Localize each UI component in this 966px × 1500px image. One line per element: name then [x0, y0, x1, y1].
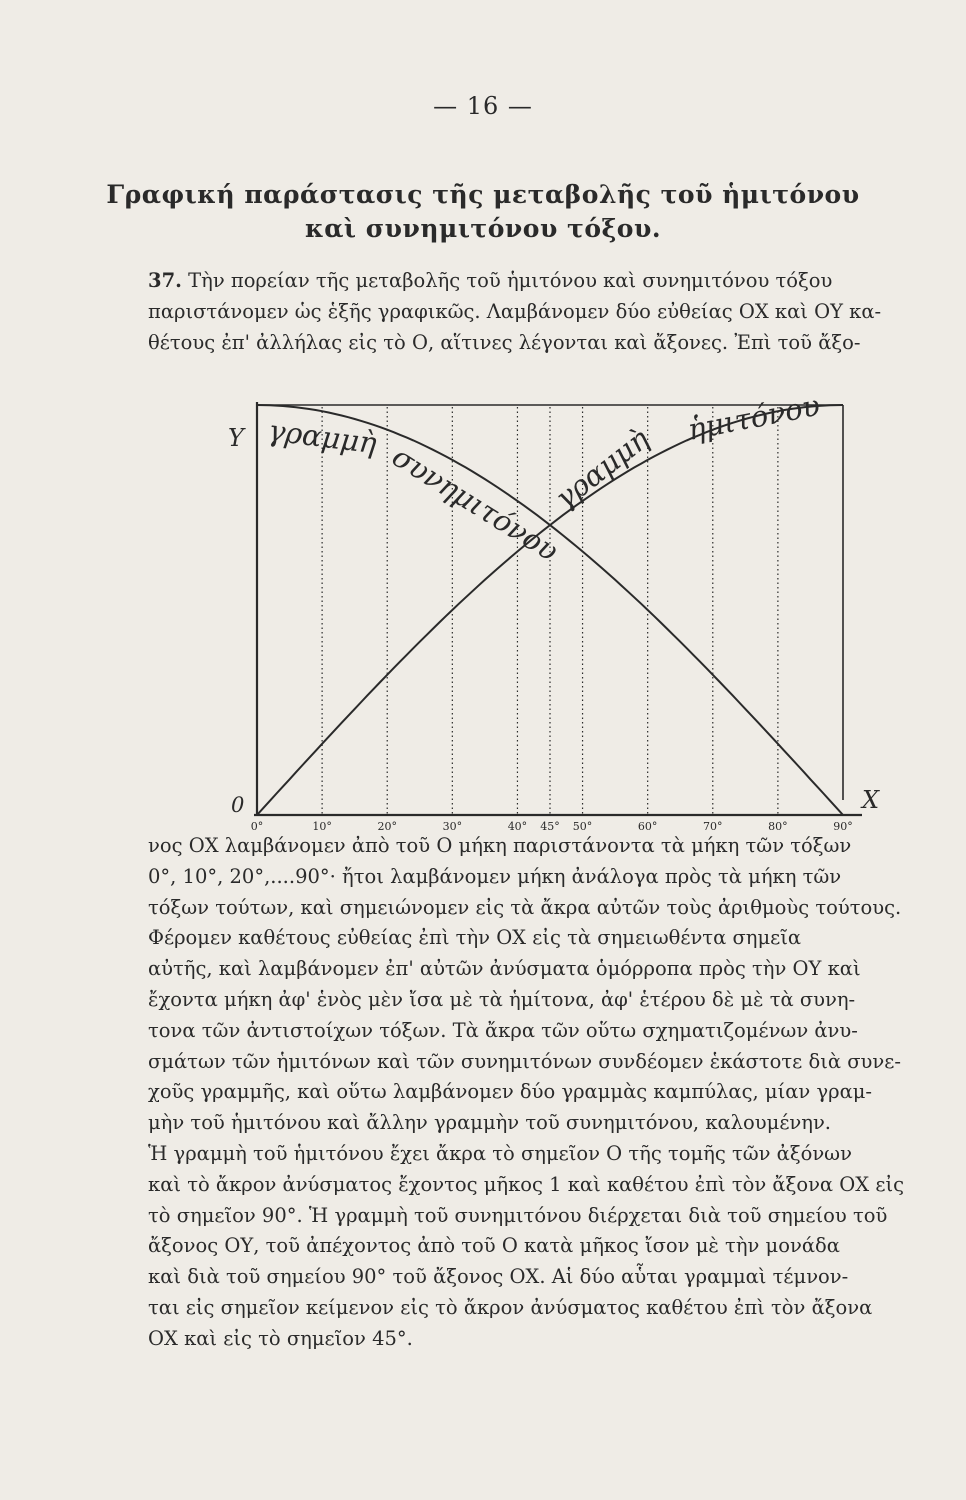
- body-line: Ἡ γραμμὴ τοῦ ἡμιτόνου ἔχει ἄκρα τὸ σημεῖον Ο τῆς τομῆς τῶν ἀξόνων: [148, 1141, 852, 1165]
- body-line: ται εἰς σημεῖον κείμενον εἰς τὸ ἄκρον ἀνύσματος καθέτου ἐπὶ τὸν ἄξονα: [148, 1295, 873, 1319]
- body-line: ἔχοντα μήκη ἀφ' ἑνὸς μὲν ἴσα μὲ τὰ ἡμίτονα, ἀφ' ἑτέρου δὲ μὲ τὰ συνη-: [148, 987, 856, 1011]
- section-heading-line-1: Γραφική παράστασις τῆς μεταβολῆς τοῦ ἡμιτόνου: [106, 180, 860, 209]
- x-tick-label: 20°: [377, 820, 397, 833]
- body-line: τόξων τούτων, καὶ σημειώνομεν εἰς τὰ ἄκρα αὐτῶν τοὺς ἀριθμοὺς τούτους.: [148, 895, 902, 919]
- body-line: νος ΟΧ λαμβάνομεν ἀπὸ τοῦ Ο μήκη παριστάνοντα τὰ μήκη τῶν τόξων: [148, 834, 852, 857]
- annotation-synimitonou: συνημιτόνου: [386, 439, 565, 569]
- body-line: καὶ διὰ τοῦ σημείου 90° τοῦ ἄξονος ΟΧ. Αἱ δύο αὗται γραμμαὶ τέμνον-: [148, 1265, 849, 1289]
- x-axis-label: Χ: [862, 786, 880, 814]
- x-tick-label: 0°: [250, 820, 264, 833]
- x-tick-label: 45°: [540, 820, 560, 833]
- annotation-grammi-2: γραμμὴ: [548, 421, 656, 516]
- body-line: αὐτῆς, καὶ λαμβάνομεν ἐπ' αὐτῶν ἀνύσματα ὁμόρροπα πρὸς τὴν ΟΥ καὶ: [148, 957, 861, 981]
- body-line: μὴν τοῦ ἡμιτόνου καὶ ἄλλην γραμμὴν τοῦ συνημιτόνου, καλουμένην.: [148, 1111, 832, 1135]
- intro-line: θέτους ἐπ' ἀλλήλας εἰς τὸ Ο, αἵτινες λέγονται καὶ ἄξονες. Ἐπὶ τοῦ ἄξο-: [148, 330, 861, 354]
- section-heading-line-2: καὶ συνημιτόνου τόξου.: [304, 214, 662, 243]
- body-line: σμάτων τῶν ἡμιτόνων καὶ τῶν συνημιτόνων συνδέομεν ἑκάστοτε διὰ συνε-: [148, 1049, 901, 1073]
- body-line: τονα τῶν ἀντιστοίχων τόξων. Τὰ ἄκρα τῶν οὕτω σχηματιζομένων ἀνυ-: [148, 1018, 858, 1042]
- body-line: χοῦς γραμμῆς, καὶ οὕτω λαμβάνομεν δύο γραμμὰς καμπύλας, μίαν γραμ-: [148, 1080, 872, 1104]
- body-line: ΟΧ καὶ εἰς τὸ σημεῖον 45°.: [148, 1326, 413, 1350]
- x-tick-label: 50°: [572, 820, 593, 833]
- page-number: — 16 —: [433, 92, 533, 120]
- origin-label: 0: [231, 793, 245, 817]
- x-tick-label: 30°: [442, 820, 463, 833]
- x-tick-label: 90°: [833, 820, 853, 833]
- body-line: 0°, 10°, 20°,....90°· ἤτοι λαμβάνομεν μήκη ἀνάλογα πρὸς τὰ μήκη τῶν: [148, 864, 842, 888]
- x-tick-label: 60°: [637, 820, 658, 833]
- chart-axes: [254, 402, 862, 815]
- x-tick-label: 10°: [312, 820, 332, 833]
- y-axis-label: Υ: [228, 424, 244, 452]
- body-line: Φέρομεν καθέτους εὐθείας ἐπὶ τὴν ΟΧ εἰς τὰ σημειωθέντα σημεῖα: [148, 926, 802, 950]
- paragraph-number: 37.: [148, 269, 182, 292]
- x-tick-label: 70°: [703, 820, 723, 833]
- x-tick-label: 40°: [507, 820, 528, 833]
- annotation-imitonou: ἡμιτόνου: [684, 387, 823, 447]
- annotation-grammi-1: γραμμὴ: [266, 413, 379, 461]
- body-paragraph: [148, 831, 964, 1355]
- body-line: ἄξονος ΟΥ, τοῦ ἀπέχοντος ἀπὸ τοῦ Ο κατὰ μῆκος ἴσον μὲ τὴν μονάδα: [148, 1234, 840, 1258]
- body-line: τὸ σημεῖον 90°. Ἡ γραμμὴ τοῦ συνημιτόνου διέρχεται διὰ τοῦ σημείου τοῦ: [148, 1203, 888, 1227]
- intro-line-text: Τὴν πορείαν τῆς μεταβολῆς τοῦ ἡμιτόνου καὶ συνημιτόνου τόξου: [181, 269, 833, 292]
- body-line: καὶ τὸ ἄκρον ἀνύσματος ἔχοντος μῆκος 1 καὶ καθέτου ἐπὶ τὸν ἄξονα ΟΧ εἰς: [148, 1172, 905, 1196]
- x-tick-label: 80°: [768, 820, 788, 833]
- intro-line: παριστάνομεν ὡς ἑξῆς γραφικῶς. Λαμβάνομεν δύο εὐθείας ΟΧ καὶ ΟΥ κα-: [148, 299, 882, 323]
